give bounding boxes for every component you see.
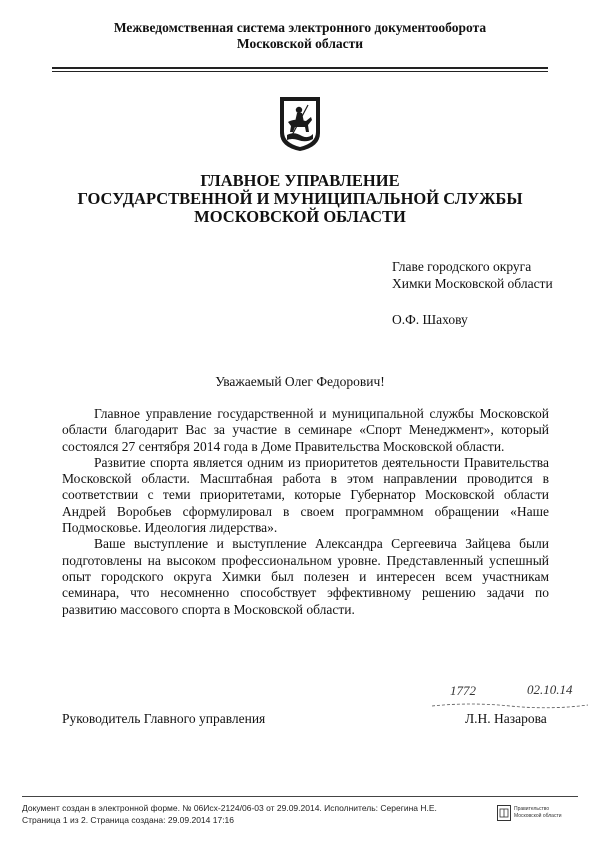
addressee-name: О.Ф. Шахову: [392, 312, 468, 327]
footer-info: [22, 802, 437, 826]
registration-date: 02.10.14: [527, 682, 573, 697]
addressee-line1: Главе городского округа: [392, 259, 532, 274]
organization-line1: ГЛАВНОЕ УПРАВЛЕНИЕ: [200, 171, 400, 190]
system-header: [0, 20, 600, 52]
government-building-icon: [497, 805, 511, 821]
header-divider-thin: [52, 71, 548, 72]
organization-line3: МОСКОВСКОЙ ОБЛАСТИ: [194, 207, 406, 226]
signer-name: Л.Н. Назарова: [465, 711, 547, 726]
moscow-oblast-coat-of-arms-icon: [278, 95, 322, 153]
footer-logo-text: Правительство Московской области: [514, 806, 562, 819]
footer-line1: Документ создан в электронной форме. № 06Исх-2124/06-03 от 29.09.2014. Исполнитель: Серегина Н.Е.: [22, 803, 437, 813]
signer-title: Руководитель Главного управления: [62, 711, 266, 726]
addressee-block: [392, 258, 553, 292]
registration-number: 1772: [450, 683, 476, 698]
organization-name: [0, 172, 600, 226]
organization-line2: ГОСУДАРСТВЕННОЙ И МУНИЦИПАЛЬНОЙ СЛУЖБЫ: [77, 189, 523, 208]
letter-body: [62, 406, 549, 618]
body-paragraph-2: Развитие спорта является одним из приоритетов деятельности Правительства Московской области. Масштабная работа в этом направлении проводится в соответствии с теми приоритетами, которые Губернатор Московской области Андрей Воробьев сформулировал в своем программном обращении «Наше Подмосковье. Идеология лидерства».: [62, 454, 549, 536]
header-divider-thick: [52, 67, 548, 69]
addressee-line2: Химки Московской области: [392, 276, 553, 291]
footer-divider: [22, 796, 578, 797]
system-header-line1: Межведомственная система электронного документооборота: [113, 20, 487, 35]
system-header-line2: Московской области: [236, 36, 364, 51]
body-paragraph-1: Главное управление государственной и муниципальной службы Московской области благодарит Вас за участие в семинаре «Спорт Менеджмент», который состоялся 27 сентября 2014 года в Доме Правительства Московской области.: [62, 406, 549, 454]
salutation: Уважаемый Олег Федорович!: [215, 374, 385, 389]
body-paragraph-3: Ваше выступление и выступление Александра Сергеевича Зайцева были подготовлены на высоком профессиональном уровне. Представленный успешный опыт городского округа Химки был полезен и интересен всем участникам семинара, что несомненно способствует эффективному решению задачи по развитию массового спорта в Московской области.: [62, 536, 549, 617]
footer-line2: Страница 1 из 2. Страница создана: 29.09.2014 17:16: [22, 815, 235, 825]
